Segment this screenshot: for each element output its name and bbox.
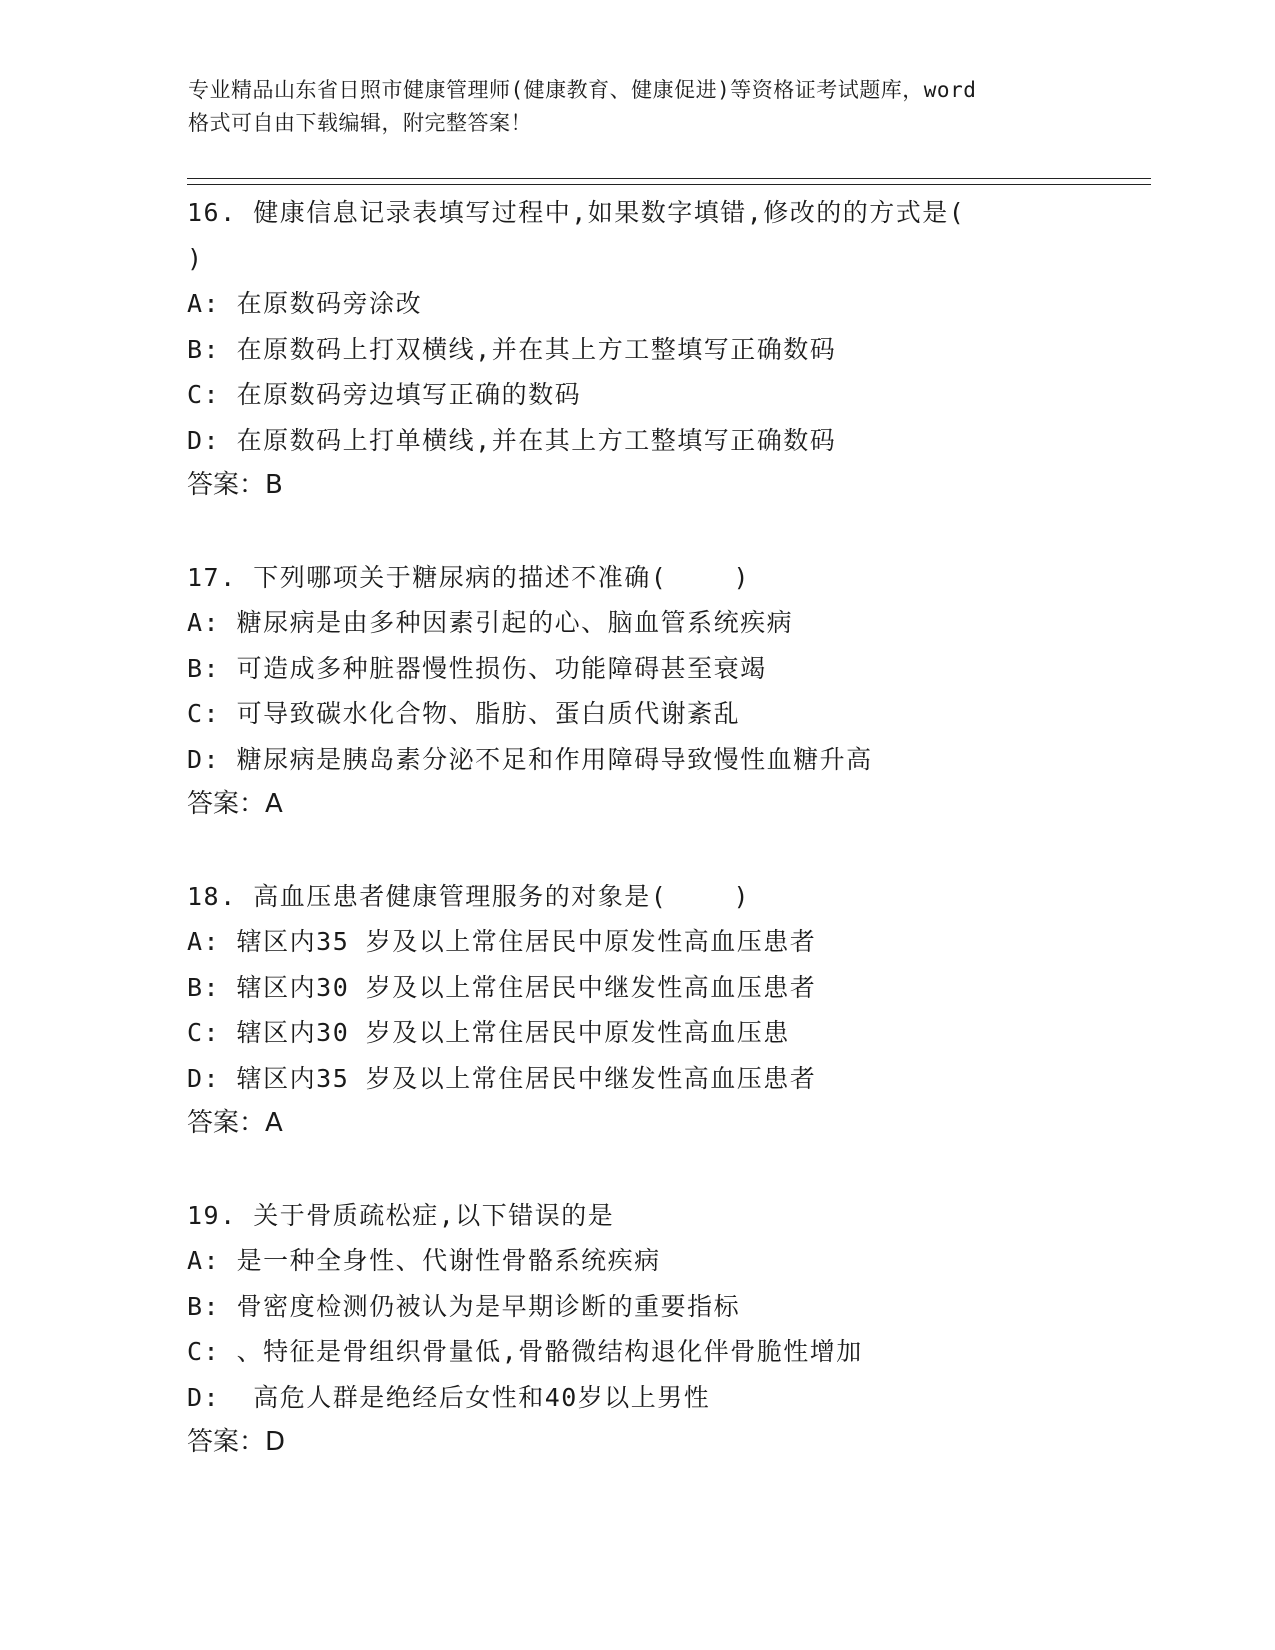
option-a: A: 在原数码旁涂改	[187, 289, 423, 318]
option-d: D: 在原数码上打单横线,并在其上方工整填写正确数码	[187, 425, 837, 455]
question-stem: 19. 关于骨质疏松症,以下错误的是	[187, 1200, 615, 1230]
document-header	[188, 74, 1088, 140]
option-d: D: 辖区内35 岁及以上常住居民中继发性高血压患者	[187, 1063, 817, 1093]
option-a: A: 是一种全身性、代谢性骨骼系统疾病	[187, 1246, 661, 1275]
question-16	[187, 190, 1147, 509]
option-c: C: 、特征是骨组织骨量低,骨骼微结构退化伴骨脆性增加	[187, 1337, 863, 1366]
option-c: C: 可导致碳水化合物、脂肪、蛋白质代谢紊乱	[187, 699, 741, 728]
question-18	[187, 874, 1147, 1147]
option-b: B: 在原数码上打双横线,并在其上方工整填写正确数码	[187, 334, 837, 364]
header-line-1: 专业精品山东省日照市健康管理师(健康教育、健康促进)等资格证考试题库，word	[188, 78, 977, 102]
question-stem: 16. 健康信息记录表填写过程中,如果数字填错,修改的的方式是(	[187, 198, 966, 227]
option-c: C: 辖区内30 岁及以上常住居民中原发性高血压患	[187, 1018, 790, 1047]
answer: 答案：A	[187, 1108, 283, 1138]
answer: 答案：D	[187, 1427, 286, 1457]
question-stem-continued: )	[187, 243, 204, 273]
option-a: A: 辖区内35 岁及以上常住居民中原发性高血压患者	[187, 927, 817, 956]
option-b: B: 骨密度检测仍被认为是早期诊断的重要指标	[187, 1291, 741, 1321]
answer: 答案：B	[187, 470, 283, 500]
option-c: C: 在原数码旁边填写正确的数码	[187, 380, 582, 409]
question-stem: 17. 下列哪项关于糖尿病的描述不准确( )	[187, 562, 751, 592]
header-divider-bottom	[187, 184, 1151, 185]
question-list	[187, 190, 1147, 1512]
header-divider-top	[187, 178, 1151, 179]
question-19	[187, 1193, 1147, 1466]
answer: 答案：A	[187, 789, 283, 819]
header-line-2: 格式可自由下载编辑，附完整答案！	[188, 111, 532, 135]
option-b: B: 可造成多种脏器慢性损伤、功能障碍甚至衰竭	[187, 653, 767, 683]
option-d: D: 高危人群是绝经后女性和40岁以上男性	[187, 1382, 711, 1412]
option-a: A: 糖尿病是由多种因素引起的心、脑血管系统疾病	[187, 608, 794, 637]
question-17	[187, 555, 1147, 828]
option-d: D: 糖尿病是胰岛素分泌不足和作用障碍导致慢性血糖升高	[187, 744, 873, 774]
question-stem: 18. 高血压患者健康管理服务的对象是( )	[187, 881, 751, 911]
option-b: B: 辖区内30 岁及以上常住居民中继发性高血压患者	[187, 972, 817, 1002]
